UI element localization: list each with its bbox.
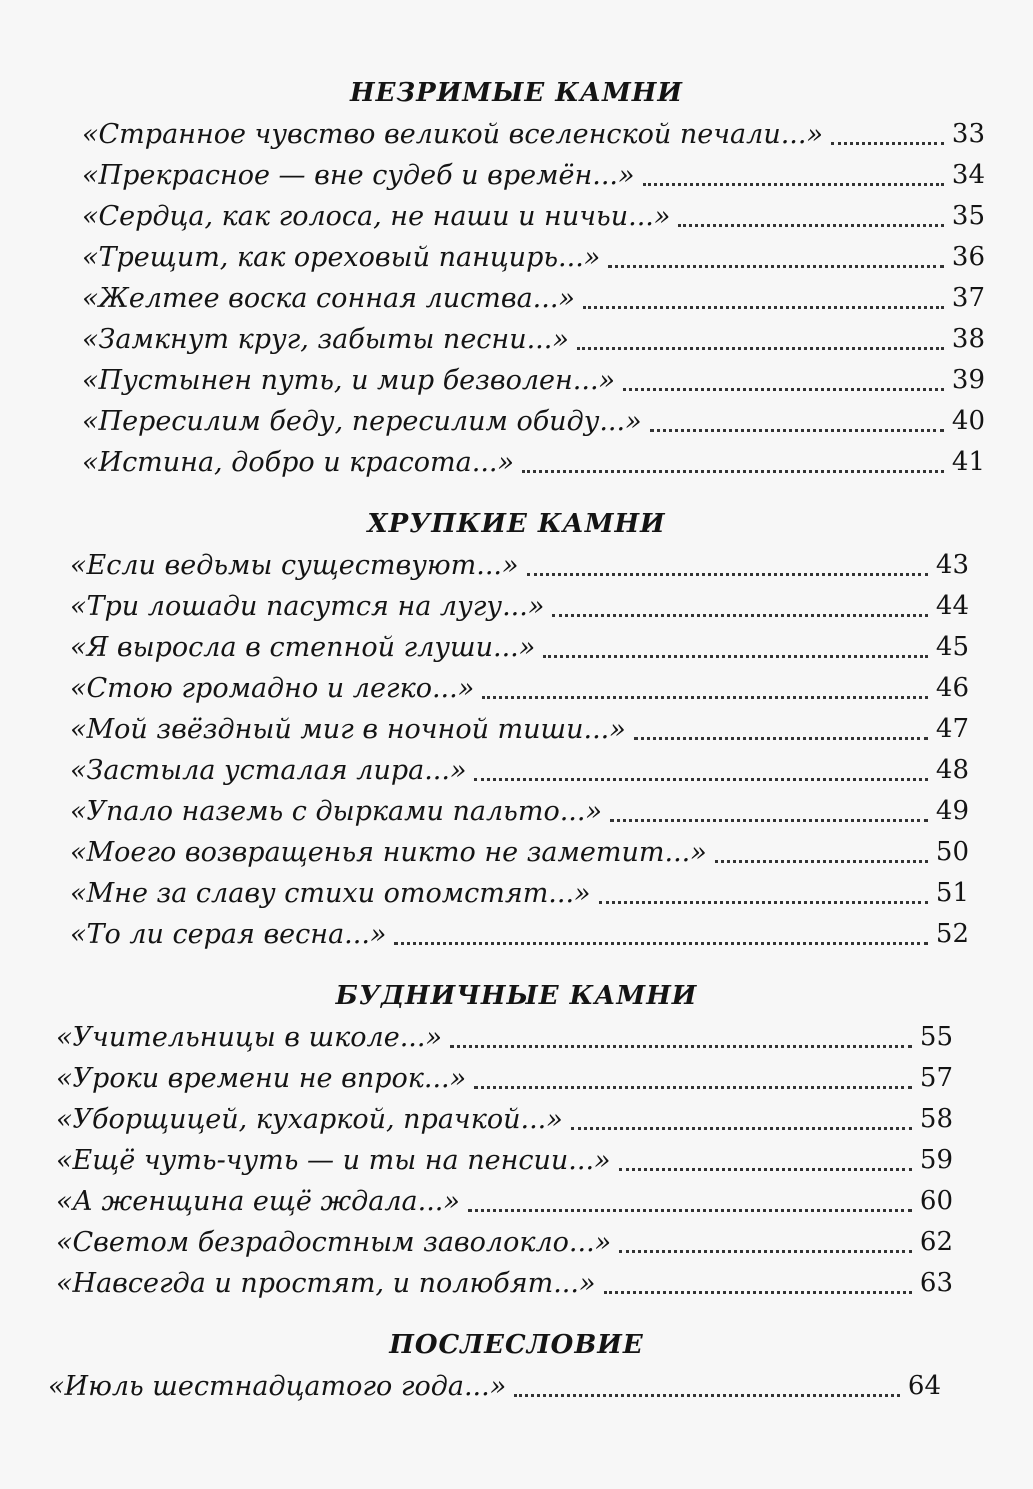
toc-entry	[0, 791, 1033, 832]
toc-section	[0, 975, 1033, 1304]
entry-title: «Учительницы в школе...»	[56, 1022, 442, 1053]
entry-title: «Пересилим беду, пересилим обиду...»	[82, 406, 642, 437]
entry-title: «Уборщицей, кухаркой, прачкой...»	[56, 1104, 563, 1135]
dot-leader	[608, 265, 944, 268]
dot-leader	[634, 737, 928, 740]
entry-page-number: 62	[919, 1227, 953, 1257]
entry-page-number: 46	[935, 673, 969, 703]
dot-leader	[514, 1394, 900, 1397]
entry-page-number: 38	[951, 324, 985, 354]
entry-title: «Стою громадно и легко...»	[70, 673, 475, 704]
entry-title: «То ли серая весна...»	[70, 919, 387, 950]
dot-leader	[604, 1291, 912, 1294]
toc-entry	[0, 914, 1033, 955]
entry-page-number: 57	[919, 1063, 953, 1093]
entry-title: «Пустынен путь, и мир безволен...»	[82, 365, 616, 396]
dot-leader	[474, 1086, 912, 1089]
entry-title: «Замкнут круг, забыты песни...»	[82, 324, 569, 355]
toc-entry	[0, 401, 1033, 442]
entry-page-number: 55	[919, 1022, 953, 1052]
toc-entry	[0, 196, 1033, 237]
entry-page-number: 36	[951, 242, 985, 272]
section-title: БУДНИЧНЫЕ КАМНИ	[335, 981, 698, 1011]
toc-section	[0, 1324, 1033, 1407]
entry-title: «Сердца, как голоса, не наши и ничьи...»	[82, 201, 671, 232]
toc-entry	[0, 1263, 1033, 1304]
entry-title: «Светом безрадостным заволокло...»	[56, 1227, 612, 1258]
entry-title: «Странное чувство великой вселенской печали...»	[82, 119, 823, 150]
toc-entry	[0, 627, 1033, 668]
dot-leader	[450, 1045, 912, 1048]
dot-leader	[468, 1209, 912, 1212]
entry-title: «Трещит, как ореховый панцирь...»	[82, 242, 601, 273]
dot-leader	[552, 614, 928, 617]
entry-page-number: 35	[951, 201, 985, 231]
entry-page-number: 39	[951, 365, 985, 395]
dot-leader	[474, 778, 927, 781]
toc-entry	[0, 586, 1033, 627]
toc-entry	[0, 1058, 1033, 1099]
dot-leader	[599, 901, 928, 904]
entry-page-number: 34	[951, 160, 985, 190]
toc-entry	[0, 319, 1033, 360]
toc-entry	[0, 278, 1033, 319]
entry-title: «Моего возвращенья никто не заметит...»	[70, 837, 707, 868]
dot-leader	[571, 1127, 912, 1130]
entry-title: «Застыла усталая лира...»	[70, 755, 467, 786]
entry-title: «Прекрасное — вне судеб и времён...»	[82, 160, 635, 191]
entry-page-number: 58	[919, 1104, 953, 1134]
entry-title: «Ещё чуть-чуть — и ты на пенсии...»	[56, 1145, 611, 1176]
entry-title: «Мне за славу стихи отомстят...»	[70, 878, 591, 909]
toc-entry	[0, 873, 1033, 914]
entry-page-number: 63	[919, 1268, 953, 1298]
dot-leader	[619, 1168, 912, 1171]
toc-entry	[0, 709, 1033, 750]
entry-page-number: 40	[951, 406, 985, 436]
entry-page-number: 41	[951, 447, 985, 477]
entry-page-number: 48	[935, 755, 969, 785]
entry-page-number: 47	[935, 714, 969, 744]
dot-leader	[643, 183, 944, 186]
entry-title: «Навсегда и простят, и полюбят...»	[56, 1268, 596, 1299]
entry-title: «Мой звёздный миг в ночной тиши...»	[70, 714, 626, 745]
dot-leader	[522, 470, 944, 473]
toc-entry	[0, 1181, 1033, 1222]
entry-title: «Упало наземь с дырками пальто...»	[70, 796, 602, 827]
toc-entry	[0, 668, 1033, 709]
toc-entry	[0, 114, 1033, 155]
toc-entry	[0, 1222, 1033, 1263]
dot-leader	[543, 655, 928, 658]
dot-leader	[577, 347, 944, 350]
entry-page-number: 60	[919, 1186, 953, 1216]
entry-title: «Желтее воска сонная листва...»	[82, 283, 575, 314]
entry-page-number: 52	[935, 919, 969, 949]
dot-leader	[394, 942, 927, 945]
entry-title: «Июль шестнадцатого года...»	[48, 1371, 507, 1402]
entry-page-number: 59	[919, 1145, 953, 1175]
entry-page-number: 45	[935, 632, 969, 662]
toc-entry	[0, 360, 1033, 401]
entry-title: «Я выросла в степной глуши...»	[70, 632, 536, 663]
dot-leader	[831, 142, 944, 145]
toc-entry	[0, 1099, 1033, 1140]
toc-entry	[0, 832, 1033, 873]
entry-page-number: 64	[907, 1371, 941, 1401]
section-title: ХРУПКИЕ КАМНИ	[367, 509, 666, 539]
entry-page-number: 50	[935, 837, 969, 867]
dot-leader	[678, 224, 944, 227]
toc-entry	[0, 237, 1033, 278]
dot-leader	[619, 1250, 912, 1253]
entry-title: «Истина, добро и красота...»	[82, 447, 515, 478]
section-title: НЕЗРИМЫЕ КАМНИ	[350, 78, 683, 108]
dot-leader	[583, 306, 944, 309]
dot-leader	[527, 573, 928, 576]
toc-entry	[0, 750, 1033, 791]
dot-leader	[715, 860, 928, 863]
toc-entry	[0, 545, 1033, 586]
dot-leader	[610, 819, 928, 822]
entry-page-number: 44	[935, 591, 969, 621]
entry-title: «Уроки времени не впрок...»	[56, 1063, 467, 1094]
entry-page-number: 49	[935, 796, 969, 826]
entry-title: «Если ведьмы существуют...»	[70, 550, 519, 581]
entry-page-number: 37	[951, 283, 985, 313]
toc-section	[0, 72, 1033, 483]
entry-title: «А женщина ещё ждала...»	[56, 1186, 460, 1217]
toc-entry	[0, 442, 1033, 483]
toc-entry	[0, 1140, 1033, 1181]
section-title: ПОСЛЕСЛОВИЕ	[389, 1330, 644, 1360]
entry-page-number: 43	[935, 550, 969, 580]
entry-page-number: 51	[935, 878, 969, 908]
entry-title: «Три лошади пасутся на лугу...»	[70, 591, 545, 622]
dot-leader	[650, 429, 944, 432]
dot-leader	[482, 696, 928, 699]
toc-entry	[0, 1017, 1033, 1058]
toc-section	[0, 503, 1033, 955]
toc-entry	[0, 1366, 1033, 1407]
entry-page-number: 33	[951, 119, 985, 149]
dot-leader	[623, 388, 944, 391]
toc-entry	[0, 155, 1033, 196]
